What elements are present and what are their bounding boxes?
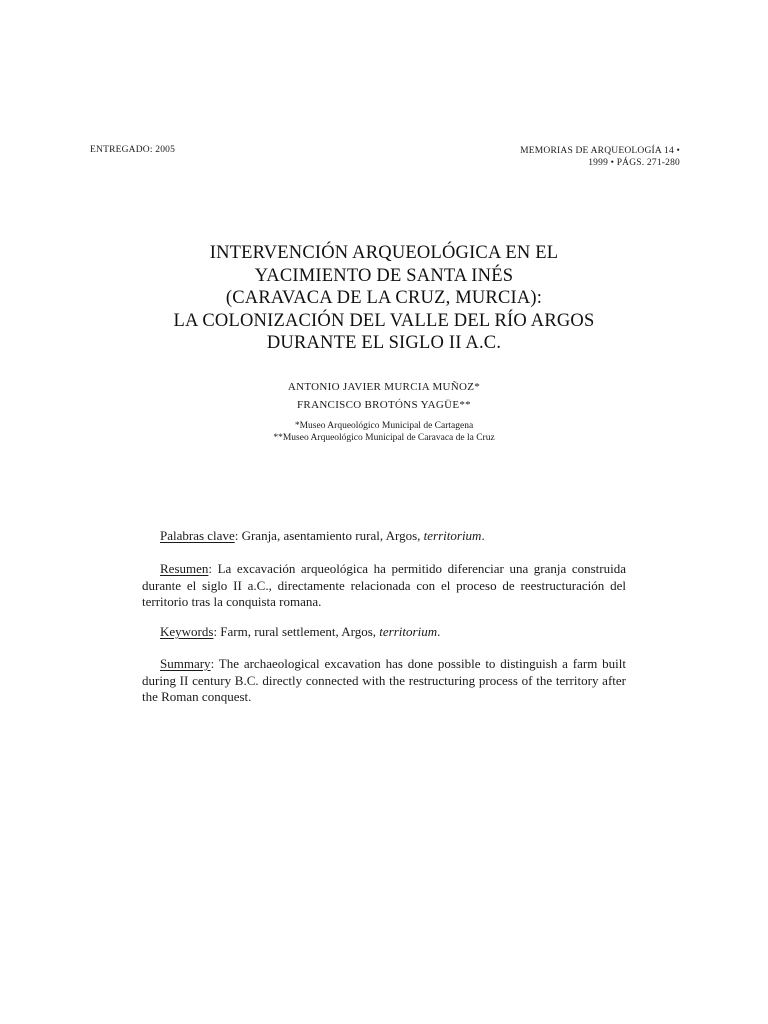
keywords-label: Keywords [160,624,214,639]
affiliation-2: **Museo Arqueológico Municipal de Caravaca de la Cruz [273,433,495,443]
title-line-2: YACIMIENTO DE SANTA INÉS [254,265,514,286]
summary-paragraph [142,656,626,706]
keywords-text: : Farm, rural settlement, Argos, [213,624,380,639]
title-line-1: INTERVENCIÓN ARQUEOLÓGICA EN EL [209,243,559,263]
journal-reference-line-1: MEMORIAS DE ARQUEOLOGÍA 14 • [520,146,680,156]
palabras-clave-paragraph [142,528,626,545]
title-line-4: LA COLONIZACIÓN DEL VALLE DEL RÍO ARGOS [173,310,595,331]
article-title [100,242,668,355]
summary-text: : The archaeological excavation has done possible to distinguish a farm built during II century B.C. directly connected with the restructuring process of the territory after the Roman conquest. [142,656,626,704]
journal-reference-line-2: 1999 • PÁGS. 271-280 [588,158,680,168]
author-2: FRANCISCO BROTÓNS YAGÜE** [297,399,471,411]
affiliation-1: *Museo Arqueológico Municipal de Cartagena [294,421,474,431]
resumen-label: Resumen [160,561,209,576]
affiliations [100,420,668,444]
resumen-text: : La excavación arqueológica ha permitido diferenciar una granja construida durante el siglo II a.C., directamente relacionada con el proceso de reestructuración del territorio tras la conquista romana. [142,561,626,609]
resumen-paragraph [142,561,626,611]
palabras-clave-label: Palabras clave [160,528,235,543]
journal-reference [520,145,680,169]
title-line-3: (CARAVACA DE LA CRUZ, MURCIA): [225,288,543,308]
author-1: ANTONIO JAVIER MURCIA MUÑOZ* [287,381,481,393]
received-date: ENTREGADO: 2005 [90,145,176,155]
keywords-italic: territorium [379,624,438,639]
authors [100,378,668,414]
summary-label: Summary [160,656,211,671]
palabras-clave-italic: territorium [423,528,482,543]
keywords-end: . [437,624,441,639]
keywords-paragraph [142,624,626,641]
palabras-clave-text: : Granja, asentamiento rural, Argos, [234,528,424,543]
palabras-clave-end: . [481,528,485,543]
title-line-5: DURANTE EL SIGLO II A.C. [266,333,502,353]
